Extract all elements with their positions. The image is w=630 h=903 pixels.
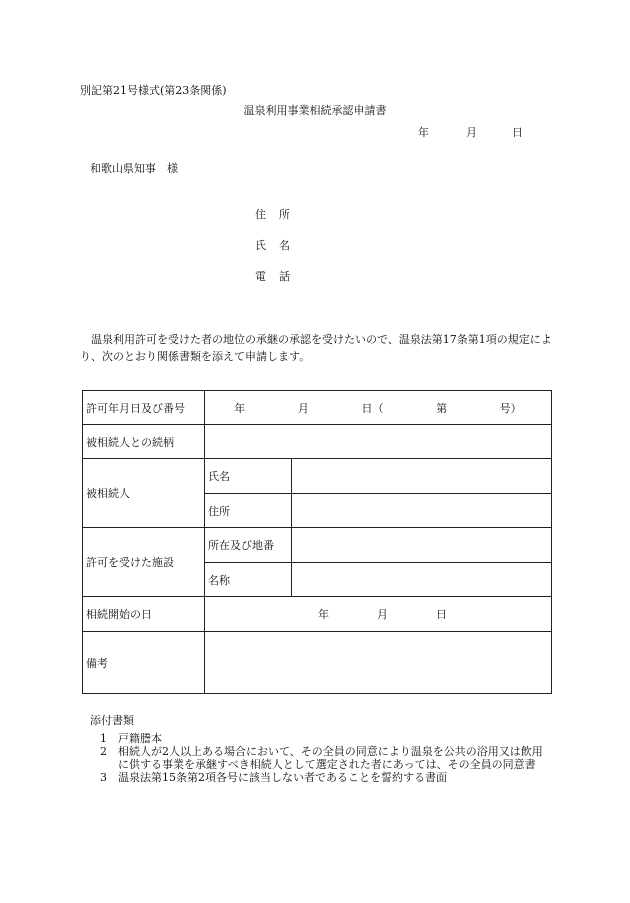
facility-location-field[interactable] xyxy=(292,528,552,563)
inheritance-date-label: 相続開始の日 xyxy=(83,597,205,632)
table-row-remarks xyxy=(83,632,552,694)
facility-label: 許可を受けた施設 xyxy=(83,528,205,597)
attachment-number: 2 xyxy=(100,745,107,758)
addressee: 和歌山県知事 様 xyxy=(90,162,178,175)
application-form-table xyxy=(82,390,552,694)
inheritance-day-label: 日 xyxy=(436,608,447,621)
decedent-label: 被相続人 xyxy=(83,459,205,528)
name-char-2: 名 xyxy=(279,239,290,252)
table-row-inheritance-date xyxy=(83,597,552,632)
table-row-decedent-name xyxy=(83,459,552,494)
permit-date-field[interactable] xyxy=(205,391,552,425)
table-row-relationship xyxy=(83,425,552,459)
attachment-number: 3 xyxy=(100,771,107,784)
decedent-name-label: 氏名 xyxy=(205,459,292,494)
attachments-list xyxy=(100,732,550,784)
list-item xyxy=(100,732,550,745)
permit-go-label: 号） xyxy=(499,401,522,415)
table-row-permit xyxy=(83,391,552,425)
form-reference: 別記第21号様式(第23条関係) xyxy=(80,84,227,97)
remarks-field[interactable] xyxy=(205,632,552,694)
attachments-title: 添付書類 xyxy=(90,714,134,727)
facility-location-label: 所在及び地番 xyxy=(205,528,292,563)
attachment-number: 1 xyxy=(100,732,107,745)
decedent-address-label: 住所 xyxy=(205,494,292,528)
permit-number-label: 第 xyxy=(436,401,448,415)
address-char-1: 住 xyxy=(255,208,266,221)
inheritance-date-field[interactable] xyxy=(205,597,552,632)
attachment-text: 相続人が2人以上ある場合において、その全員の同意により温泉を公共の浴用又は飲用に供する事業を承継すべき相続人として選定された者にあっては、その全員の同意書 xyxy=(118,745,543,771)
applicant-phone-label xyxy=(255,268,303,284)
applicant-address-label xyxy=(255,206,303,222)
attachment-text: 温泉法第15条第2項各号に該当しない者であることを誓約する書面 xyxy=(118,771,447,784)
facility-name-field[interactable] xyxy=(292,563,552,597)
attachment-text: 戸籍謄本 xyxy=(118,732,162,745)
inheritance-year-label: 年 xyxy=(318,608,329,621)
relationship-field[interactable] xyxy=(205,425,552,459)
inheritance-month-label: 月 xyxy=(377,608,388,621)
facility-name-label: 名称 xyxy=(205,563,292,597)
date-day-label: 日 xyxy=(512,126,523,139)
list-item xyxy=(100,745,550,771)
name-char-1: 氏 xyxy=(255,239,266,252)
document-title: 温泉利用事業相続承認申請書 xyxy=(243,104,387,117)
list-item xyxy=(100,771,550,784)
permit-day-label: 日（ xyxy=(361,401,384,415)
applicant-name-label xyxy=(255,237,303,253)
application-statement: 温泉利用許可を受けた者の地位の承継の承認を受けたいので、温泉法第17条第1項の規定により、次のとおり関係書類を添えて申請します。 xyxy=(80,333,552,363)
decedent-address-field[interactable] xyxy=(292,494,552,528)
permit-date-label: 許可年月日及び番号 xyxy=(83,391,205,425)
date-year-label: 年 xyxy=(418,126,429,139)
relationship-label: 被相続人との続柄 xyxy=(83,425,205,459)
permit-month-label: 月 xyxy=(297,401,309,415)
permit-year-label: 年 xyxy=(234,401,246,415)
phone-char-1: 電 xyxy=(255,270,266,283)
address-char-2: 所 xyxy=(279,208,290,221)
remarks-label: 備考 xyxy=(83,632,205,694)
phone-char-2: 話 xyxy=(279,270,290,283)
decedent-name-field[interactable] xyxy=(292,459,552,494)
table-row-facility-location xyxy=(83,528,552,563)
date-month-label: 月 xyxy=(466,126,477,139)
